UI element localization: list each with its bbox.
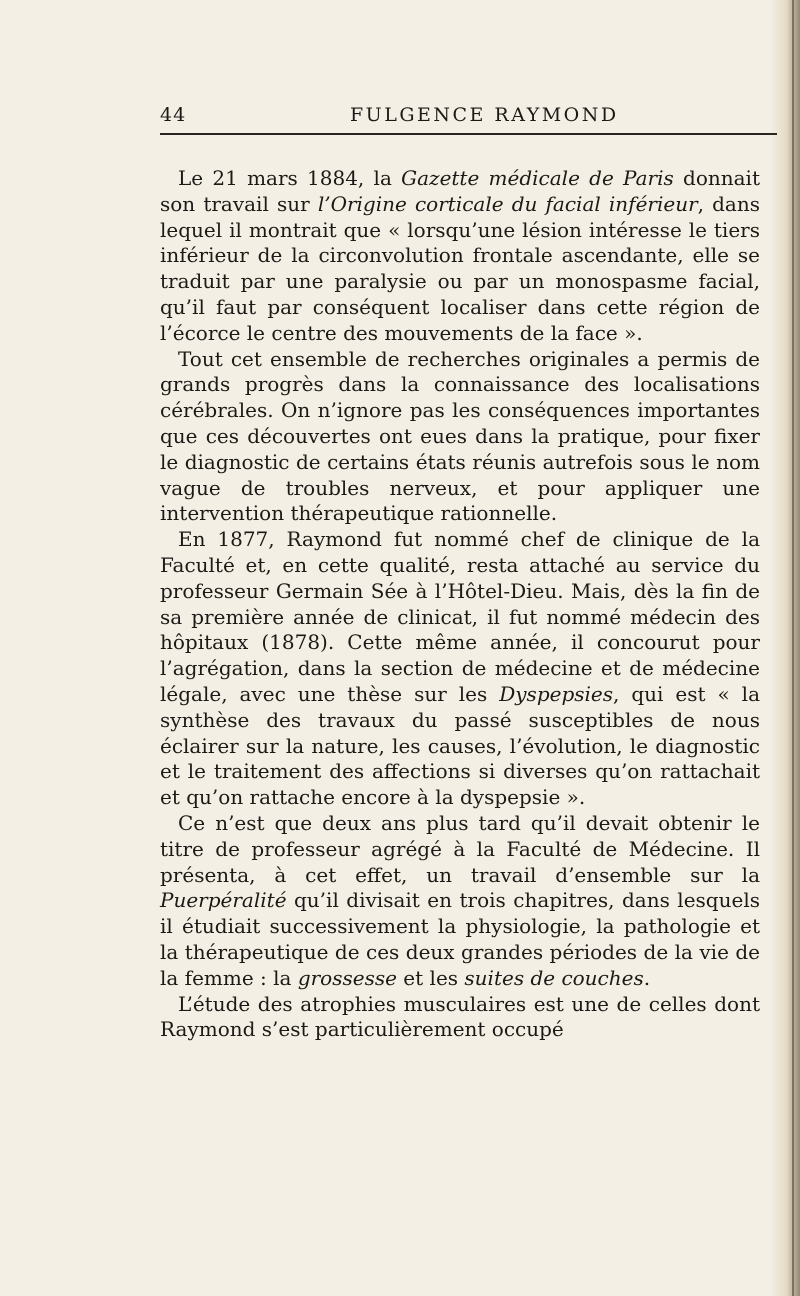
italic-title: Gazette médicale de Paris xyxy=(401,166,674,190)
text-run: Tout cet ensemble de recherches originales a permis de grands progrès dans la connaissance des localisations cérébrales. On n’ignore pas les conséquences importantes que ces découvertes ont eues dans la pratique, pour fixer le diagnostic de certains états réunis autrefois sous le nom vague de troubles nerveux, et pour appliquer une intervention thérapeutique rationnelle. xyxy=(160,346,760,526)
header-rule xyxy=(160,133,777,135)
italic-title: Dyspepsies xyxy=(499,681,614,706)
page-edge-line xyxy=(792,0,794,1296)
running-head: FULGENCE RAYMOND xyxy=(350,104,619,126)
text-run: et les xyxy=(396,965,465,990)
text-run: , qui est « la synthèse des travaux du passé susceptibles de nous éclairer sur la nature, les causes, l’évolution, le diagnostic et le traitement des affections si diverses qu’on rattachait et qu’on rattache encore à la dyspepsie ». xyxy=(160,681,760,810)
text-run: qu’il divisait en trois chapitres, dans lesquels il étudiait successivement la physiologie, la pathologie et la thérapeutique de ces deux grandes périodes de la vie de la femme : la xyxy=(160,888,760,990)
italic-title: grossesse xyxy=(297,965,397,990)
paragraph xyxy=(160,166,760,347)
page-header xyxy=(160,104,777,136)
paragraph xyxy=(160,992,760,1044)
italic-title: suites de couches xyxy=(464,965,644,990)
text-run: En 1877, Raymond fut nommé chef de clinique de la Faculté et, en cette qualité, resta attaché au service du professeur Germain Sée à l’Hôtel-Dieu. Mais, dès la fin de sa première année de clinicat, il fut nommé médecin des hôpitaux (1878). Cette même année, il concourut pour l’agrégation, dans la section de médecine et de médecine légale, avec une thèse sur les xyxy=(160,527,760,706)
text-run: . xyxy=(643,965,651,990)
page-number: 44 xyxy=(160,104,187,126)
text-run: Ce n’est que deux ans plus tard qu’il devait obtenir le titre de professeur agrégé à la Faculté de Médecine. Il présenta, à cet effet, un travail d’ensemble sur la xyxy=(160,810,760,887)
page-edge-shadow xyxy=(770,0,800,1296)
paragraph xyxy=(160,811,760,992)
paragraph xyxy=(160,347,760,528)
italic-title: l’Origine corticale du facial inférieur xyxy=(317,191,698,216)
body-text xyxy=(160,166,760,1043)
text-run: Le 21 mars 1884, la xyxy=(178,166,402,190)
text-run: , dans lequel il montrait que « lorsqu’une lésion intéresse le tiers inférieur de la circonvolution frontale ascendante, elle se traduit par une paralysie ou par un monospasme facial, qu’il faut par conséquent localiser dans cette région de l’écorce le centre des mouvements de la face ». xyxy=(160,191,760,345)
paragraph xyxy=(160,527,760,811)
italic-title: Puerpéralité xyxy=(160,888,287,913)
text-run: donnait son travail sur xyxy=(160,166,760,216)
text-run: L’étude des atrophies musculaires est une de celles dont Raymond s’est particulièrement occupé xyxy=(160,991,760,1042)
